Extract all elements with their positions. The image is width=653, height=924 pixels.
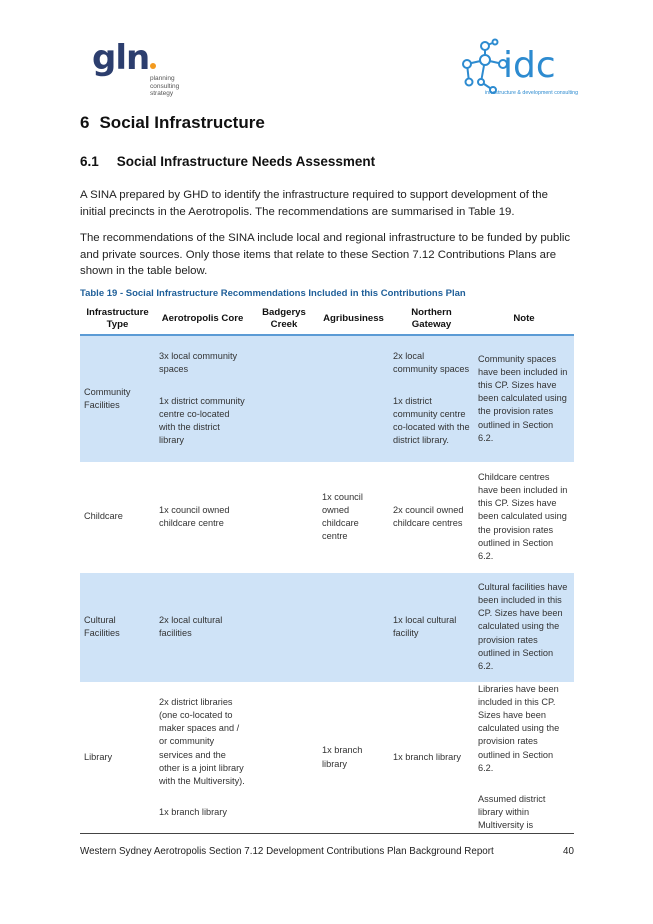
table-row — [80, 572, 574, 682]
cell-core: 1x council owned childcare centre — [155, 462, 250, 572]
gln-logo-word: gln — [92, 40, 192, 76]
cell-core: 3x local community spaces 1x district community centre co-located with the district library — [155, 335, 250, 462]
table-row — [80, 335, 574, 462]
cell-type: Cultural Facilities — [80, 572, 155, 682]
header-northern-gateway: Northern Gateway — [389, 304, 474, 335]
recommendations-table — [80, 304, 574, 834]
cell-type: Community Facilities — [80, 335, 155, 462]
cell-core: 2x local cultural facilities — [155, 572, 250, 682]
table-row — [80, 682, 574, 833]
paragraph-recommendations: The recommendations of the SINA include local and regional infrastructure to be funded by public and private sources. Only those items that relate to these Section 7.12 Contributions Plans are shown in the table below. — [80, 232, 571, 277]
gln-logo — [92, 40, 192, 102]
page-number: 40 — [563, 846, 574, 857]
cell-agribusiness — [318, 335, 389, 462]
cell-core: 2x district libraries (one co-located to maker spaces and / or community services and the other is a joint library with the Multiversity). 1x branch library — [155, 682, 250, 833]
cell-agribusiness: 1x council owned childcare centre — [318, 462, 389, 572]
header-note: Note — [474, 304, 574, 335]
idc-logo-word: idc — [503, 45, 556, 86]
cell-northern-gateway: 1x local cultural facility — [389, 572, 474, 682]
cell-note: Community spaces have been included in this CP. Sizes have been calculated using the provision rates outlined in Section 6.2. — [474, 335, 574, 462]
cell-type: Library — [80, 682, 155, 833]
section-heading: 6 Social Infrastructure — [80, 113, 265, 132]
table-caption: Table 19 - Social Infrastructure Recommendations Included in this Contributions Plan — [80, 288, 466, 299]
gln-logo-tagline: planning consulting strategy — [150, 75, 180, 97]
header-agribusiness: Agribusiness — [318, 304, 389, 335]
subsection-heading: 6.1 Social Infrastructure Needs Assessment — [80, 154, 376, 169]
cell-type: Childcare — [80, 462, 155, 572]
cell-northern-gateway: 1x branch library — [389, 682, 474, 833]
cell-note: Cultural facilities have been included in this CP. Sizes have been calculated using the provision rates outlined in Section 6.2. — [474, 572, 574, 682]
idc-logo-tagline: infrastructure & development consulting — [485, 90, 579, 96]
gln-logo-dot — [150, 63, 156, 69]
cell-northern-gateway: 2x council owned childcare centres — [389, 462, 474, 572]
idc-logo — [455, 38, 580, 102]
footer-title: Western Sydney Aerotropolis Section 7.12 Development Contributions Plan Background Report — [80, 846, 494, 857]
header-aerotropolis-core: Aerotropolis Core — [155, 304, 250, 335]
table-header-row — [80, 304, 574, 335]
cell-badgerys — [250, 572, 318, 682]
table-row — [80, 462, 574, 572]
cell-agribusiness — [318, 572, 389, 682]
cell-note: Libraries have been included in this CP. Sizes have been calculated using the provision rates outlined in Section 6.2. Assumed district library within Multiversity is — [474, 682, 574, 833]
cell-agribusiness: 1x branch library — [318, 682, 389, 833]
cell-note: Childcare centres have been included in this CP. Sizes have been calculated using the provision rates outlined in Section 6.2. — [474, 462, 574, 572]
cell-badgerys — [250, 335, 318, 462]
header-infrastructure-type: Infrastructure Type — [80, 304, 155, 335]
cell-badgerys — [250, 462, 318, 572]
cell-northern-gateway: 2x local community spaces 1x district community centre co-located with the district library. — [389, 335, 474, 462]
header-badgerys-creek: Badgerys Creek — [250, 304, 318, 335]
paragraph-intro: A SINA prepared by GHD to identify the infrastructure required to support development of the initial precincts in the Aerotropolis. The recommendations are summarised in Table 19. — [80, 189, 548, 218]
cell-badgerys — [250, 682, 318, 833]
